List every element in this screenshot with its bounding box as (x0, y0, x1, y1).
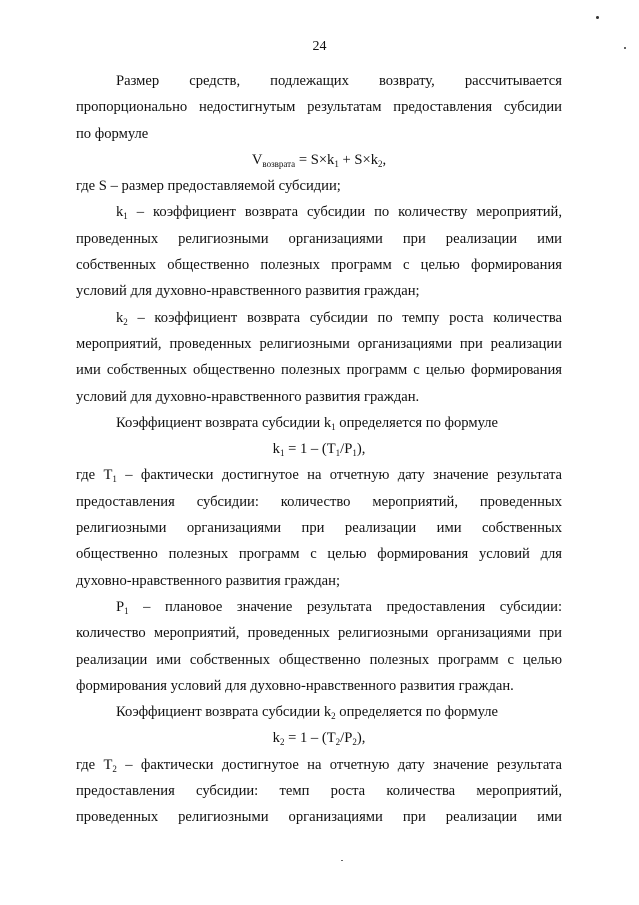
definition-t1-line-5: духовно-нравственного развития граждан; (76, 572, 341, 589)
formula-part: ), (356, 441, 366, 458)
paragraph-k1-intro (76, 410, 562, 436)
definition-p1-line-4: формирования условий для духовно-нравственного развития граждан. (76, 677, 514, 694)
definition-k2-line-2: мероприятий, проведенных религиозными организациями при реализации (76, 335, 562, 352)
intro-text: определяется по формуле (335, 414, 498, 431)
definition-k2-line-1 (76, 305, 562, 331)
symbol-subscript: 2 (331, 711, 336, 722)
intro-text: Коэффициент возврата субсидии k (116, 704, 332, 721)
paragraph-refund-amount-line-3: по формуле (76, 125, 149, 142)
formula-v: V (251, 151, 263, 168)
formula-part: + S×k (338, 151, 379, 168)
definition-t1-line-2: предоставления субсидии: количество мероприятий, проведенных (76, 493, 562, 510)
formula-v-subscript: возврата (262, 158, 296, 169)
paragraph-refund-amount-line-2: пропорционально недостигнутым результатам предоставления субсидии (76, 99, 562, 116)
definition-k1-line-4: условий для духовно-нравственного развития граждан; (76, 283, 420, 300)
formula-part: k (272, 441, 280, 458)
symbol: где T (76, 467, 113, 484)
document-body (76, 68, 562, 831)
definition-k2-line-4: условий для духовно-нравственного развития граждан. (76, 388, 420, 405)
symbol-subscript: 1 (124, 605, 129, 616)
definition-text: – коэффициент возврата субсидии по количеству мероприятий, (127, 204, 562, 221)
formula-part: = 1 – (T (284, 441, 336, 458)
symbol: P (116, 598, 125, 615)
formula-part: k (272, 730, 280, 747)
definition-k2-line-3: ими собственных общественно полезных программ с целью формирования (76, 362, 562, 379)
definition-k1-line-2: проведенных религиозными организациями при реализации ими (76, 230, 562, 247)
definition-text: – фактически достигнутое на отчетную дату значение результата (116, 467, 562, 484)
intro-text: определяется по формуле (335, 704, 498, 721)
formula-subscript: 2 (378, 158, 383, 169)
page-number: 24 (312, 39, 327, 54)
definition-s: где S – размер предоставляемой субсидии; (76, 178, 341, 195)
formula-part: ), (356, 730, 366, 747)
definition-text: – плановое значение результата предоставления субсидии: (128, 598, 562, 615)
formula-subscript: 1 (335, 448, 341, 459)
definition-t1-line-4: общественно полезных программ с целью формирования условий для (76, 546, 562, 563)
paragraph-refund-amount-line-1: Размер средств, подлежащих возврату, рассчитывается (116, 73, 562, 89)
formula-subscript: 2 (279, 737, 285, 748)
intro-text: Коэффициент возврата субсидии k (116, 414, 332, 431)
symbol-subscript: 1 (123, 211, 128, 222)
symbol: k (116, 309, 124, 326)
symbol-subscript: 1 (112, 474, 117, 485)
formula-k1 (76, 436, 562, 462)
formula-subscript: 1 (279, 448, 285, 459)
symbol-subscript: 2 (123, 316, 128, 327)
definition-text: – коэффициент возврата субсидии по темпу роста количества (127, 309, 562, 326)
formula-k2 (76, 725, 562, 751)
definition-t2-line-3: проведенных религиозными организациями при реализации ими (76, 809, 562, 826)
definition-k1-line-1 (76, 199, 562, 225)
formula-subscript: 2 (335, 737, 341, 748)
definition-text: – фактически достигнутое на отчетную дату значение результата (116, 756, 562, 773)
formula-subscript: 2 (352, 737, 357, 748)
scan-speck (596, 16, 599, 19)
paragraph-k2-intro (76, 699, 562, 725)
formula-part: = S×k (295, 151, 335, 168)
formula-part: , (382, 151, 387, 168)
formula-part: /P (340, 441, 353, 458)
formula-refund-volume (76, 147, 562, 173)
definition-t2-line-2: предоставления субсидии: темп роста количества мероприятий, (76, 783, 562, 800)
scan-speck (341, 860, 343, 861)
symbol: k (116, 204, 124, 221)
definition-t2-line-1 (76, 752, 562, 778)
definition-k1-line-3: собственных общественно полезных программ с целью формирования (76, 257, 562, 274)
formula-part: = 1 – (T (284, 730, 336, 747)
symbol-subscript: 2 (112, 763, 117, 774)
scan-speck (624, 47, 626, 49)
definition-p1-line-1 (76, 594, 562, 620)
formula-part: /P (340, 730, 353, 747)
symbol: где T (76, 756, 113, 773)
definition-t1-line-1 (76, 462, 562, 488)
definition-t1-line-3: религиозными организациями при реализации ими собственных (76, 520, 562, 537)
definition-p1-line-2: количество мероприятий, проведенных религиозными организациями при (76, 625, 562, 642)
formula-subscript: 1 (352, 448, 357, 459)
formula-subscript: 1 (334, 158, 339, 169)
definition-p1-line-3: реализации ими собственных общественно полезных программ с целью (76, 651, 562, 668)
symbol-subscript: 1 (331, 421, 336, 432)
